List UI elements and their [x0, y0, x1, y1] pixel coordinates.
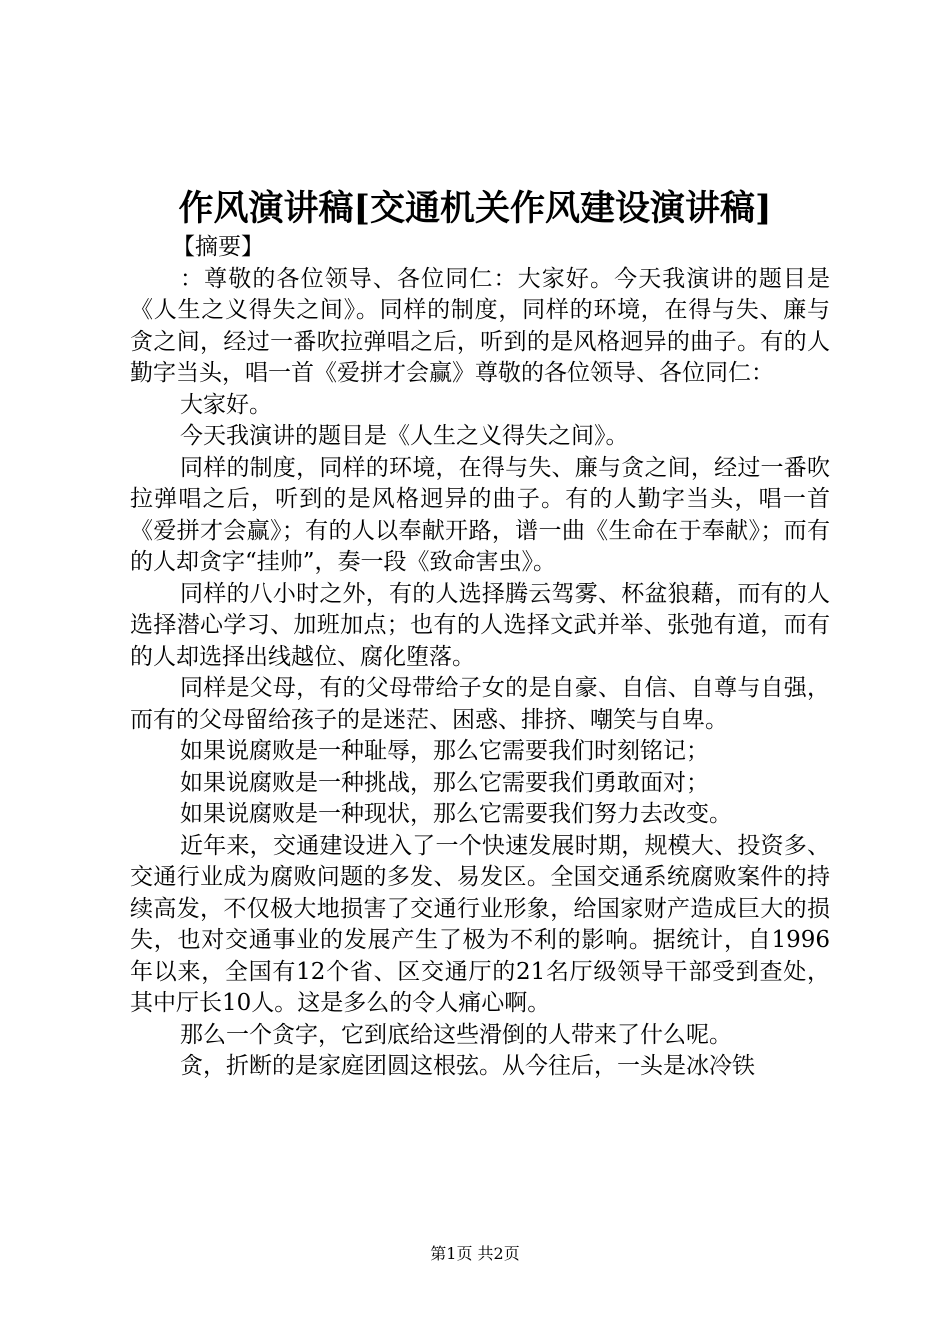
paragraph-8: 如果说腐败是一种挑战，那么它需要我们勇敢面对； — [180, 769, 709, 796]
paragraph-4: 同样的制度，同样的环境，在得与失、廉与贪之间，经过一番吹拉弹唱之后，听到的是风格迥异的曲子。有的人勤字当头，唱一首《爱拼才会赢》；有的人以奉献开路，谱一曲《生命在于奉献》；而有的人却贪字“挂帅”，奏一段《致命害虫》。 — [130, 454, 830, 575]
paragraph-5: 同样的八小时之外，有的人选择腾云驾雾、杯盆狼藉，而有的人选择潜心学习、加班加点；也有的人选择文武并举、张弛有道，而有的人却选择出线越位、腐化堕落。 — [130, 580, 830, 670]
paragraph-2: 大家好。 — [180, 391, 272, 418]
paragraph-11: 那么一个贪字，它到底给这些滑倒的人带来了什么呢。 — [180, 1021, 732, 1048]
document-body — [130, 232, 830, 1083]
paragraph-7: 如果说腐败是一种耻辱，那么它需要我们时刻铭记； — [180, 738, 709, 764]
paragraph-3: 今天我演讲的题目是《人生之义得失之间》。 — [180, 423, 629, 449]
paragraph-10: 近年来，交通建设进入了一个快速发展时期，规模大、投资多、交通行业成为腐败问题的多发、易发区。全国交通系统腐败案件的持续高发，不仅极大地损害了交通行业形象，给国家财产造成巨大的损失，也对交通事业的发展产生了极为不利的影响。据统计，自1996年以来，全国有12个省、区交通厅的21名厅级领导干部受到查处，其中厅长10人。这是多么的令人痛心啊。 — [130, 832, 830, 1016]
page-footer: 第1页 共2页 — [430, 1244, 520, 1263]
summary-label: 【摘要】 — [172, 234, 264, 260]
paragraph-9: 如果说腐败是一种现状，那么它需要我们努力去改变。 — [180, 801, 732, 827]
document-title: 作风演讲稿[交通机关作风建设演讲稿] — [178, 188, 772, 229]
paragraph-12: 贪，折断的是家庭团圆这根弦。从今往后，一头是冰冷铁 — [180, 1053, 755, 1079]
paragraph-1: ：尊敬的各位领导、各位同仁：大家好。今天我演讲的题目是《人生之义得失之间》。同样的制度，同样的环境，在得与失、廉与贪之间，经过一番吹拉弹唱之后，听到的是风格迥异的曲子。有的人勤字当头，唱一首《爱拼才会赢》尊敬的各位领导、各位同仁： — [130, 265, 830, 386]
paragraph-6: 同样是父母，有的父母带给子女的是自豪、自信、自尊与自强，而有的父母留给孩子的是迷茫、困惑、排挤、嘲笑与自卑。 — [130, 675, 830, 733]
